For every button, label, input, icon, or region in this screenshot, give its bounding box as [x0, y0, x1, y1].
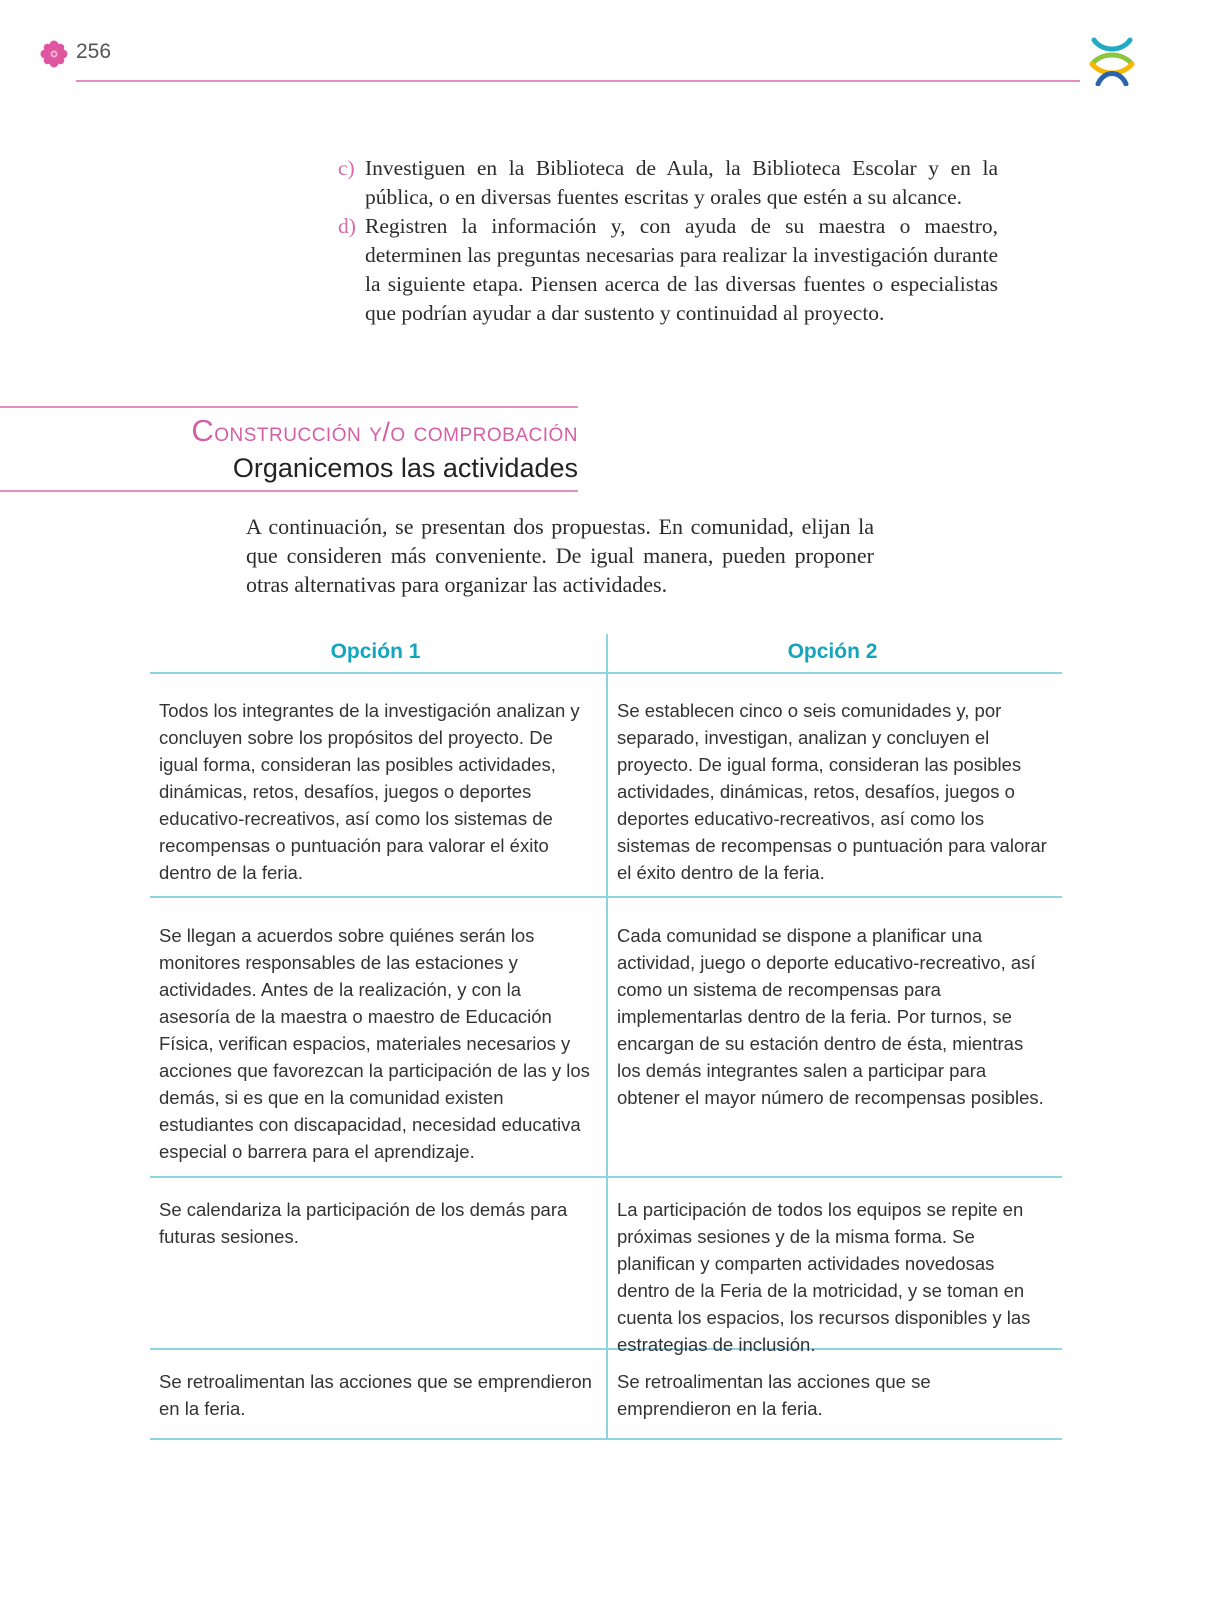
- table-cell: Todos los integrantes de la investigación analizan y concluyen sobre los propósitos del proyecto. De igual forma, consideran las posibles actividades, dinámicas, retos, desafíos, juegos o deportes educativo-recreativos, así como los sistemas de recompensas o puntuación para valorar el éxito dentro de la feria.: [159, 700, 580, 883]
- section-title: Organicemos las actividades: [232, 453, 578, 483]
- section-rule-bottom: [0, 490, 578, 492]
- header-rule: [76, 80, 1080, 82]
- colorful-knot-logo: [1088, 34, 1136, 86]
- table-row: [150, 1178, 1062, 1355]
- pink-flower-icon: [40, 40, 68, 68]
- table-cell: Se establecen cinco o seis comunidades y, por separado, investigan, analizan y concluyen el proyecto. De igual forma, consideran las posibles actividades, dinámicas, retos, desafíos, juegos o deportes educativo-recreativos, así como los sistemas de recompensas o puntuación para valorar el éxito dentro de la feria.: [606, 674, 1062, 896]
- table-row: [150, 674, 1062, 898]
- list-item: [338, 212, 998, 328]
- section-label: [191, 413, 578, 449]
- list-letter: d): [338, 214, 356, 238]
- section-rule-top: [0, 406, 578, 408]
- list-text: Registren la información y, con ayuda de su maestra o maestro, determinen las preguntas necesarias para realizar la investigación durante la siguiente etapa. Piensen acerca de las diversas fuentes o especialistas que podrían ayudar a dar sustento y continuidad al proyecto.: [365, 214, 998, 325]
- column-header: Opción 1: [330, 640, 421, 663]
- list-letter: c): [338, 156, 355, 180]
- section-label-initial: C: [191, 413, 215, 448]
- table-cell: La participación de todos los equipos se repite en próximas sesiones y de la misma forma. Se planifican y comparten actividades novedosas dentro de la Feria de la motricidad, y se toman en cuenta los espacios, los recursos disponibles y las estrategias de inclusión.: [606, 1178, 1062, 1348]
- table-cell: Cada comunidad se dispone a planificar una actividad, juego o deporte educativo-recreativo, así como un sistema de recompensas para implementarlas dentro de la feria. Por turnos, se encargan de su estación dentro de ésta, mientras los demás integrantes salen a participar para obtener el mayor número de recompensas posibles.: [606, 898, 1062, 1176]
- table-row: [150, 1350, 1062, 1440]
- intro-paragraph: A continuación, se presentan dos propuestas. En comunidad, elijan la que consideren más conveniente. De igual manera, pueden proponer otras alternativas para organizar las actividades.: [246, 514, 874, 597]
- table-cell: Se retroalimentan las acciones que se emprendieron en la feria.: [606, 1350, 1062, 1438]
- table-header-row: [150, 634, 1062, 674]
- table-cell: Se retroalimentan las acciones que se emprendieron en la feria.: [159, 1371, 592, 1419]
- options-table: [150, 634, 1062, 1440]
- page-number: 256: [76, 40, 112, 63]
- section-label-rest: onstrucción y/o comprobación: [214, 417, 578, 447]
- table-row: [150, 898, 1062, 1178]
- table-cell: Se calendariza la participación de los demás para futuras sesiones.: [159, 1199, 568, 1247]
- activity-list: [338, 154, 998, 328]
- column-header: Opción 2: [606, 634, 1062, 672]
- list-item: [338, 154, 998, 212]
- list-text: Investiguen en la Biblioteca de Aula, la Biblioteca Escolar y en la pública, o en diversas fuentes escritas y orales que estén a su alcance.: [365, 156, 998, 209]
- table-cell: Se llegan a acuerdos sobre quiénes serán los monitores responsables de las estaciones y actividades. Antes de la realización, y con la asesoría de la maestra o maestro de Educación Física, verifican espacios, materiales necesarios y acciones que favorezcan la participación de las y los demás, si es que en la comunidad existen estudiantes con discapacidad, necesidad educativa especial o barrera para el aprendizaje.: [159, 925, 590, 1162]
